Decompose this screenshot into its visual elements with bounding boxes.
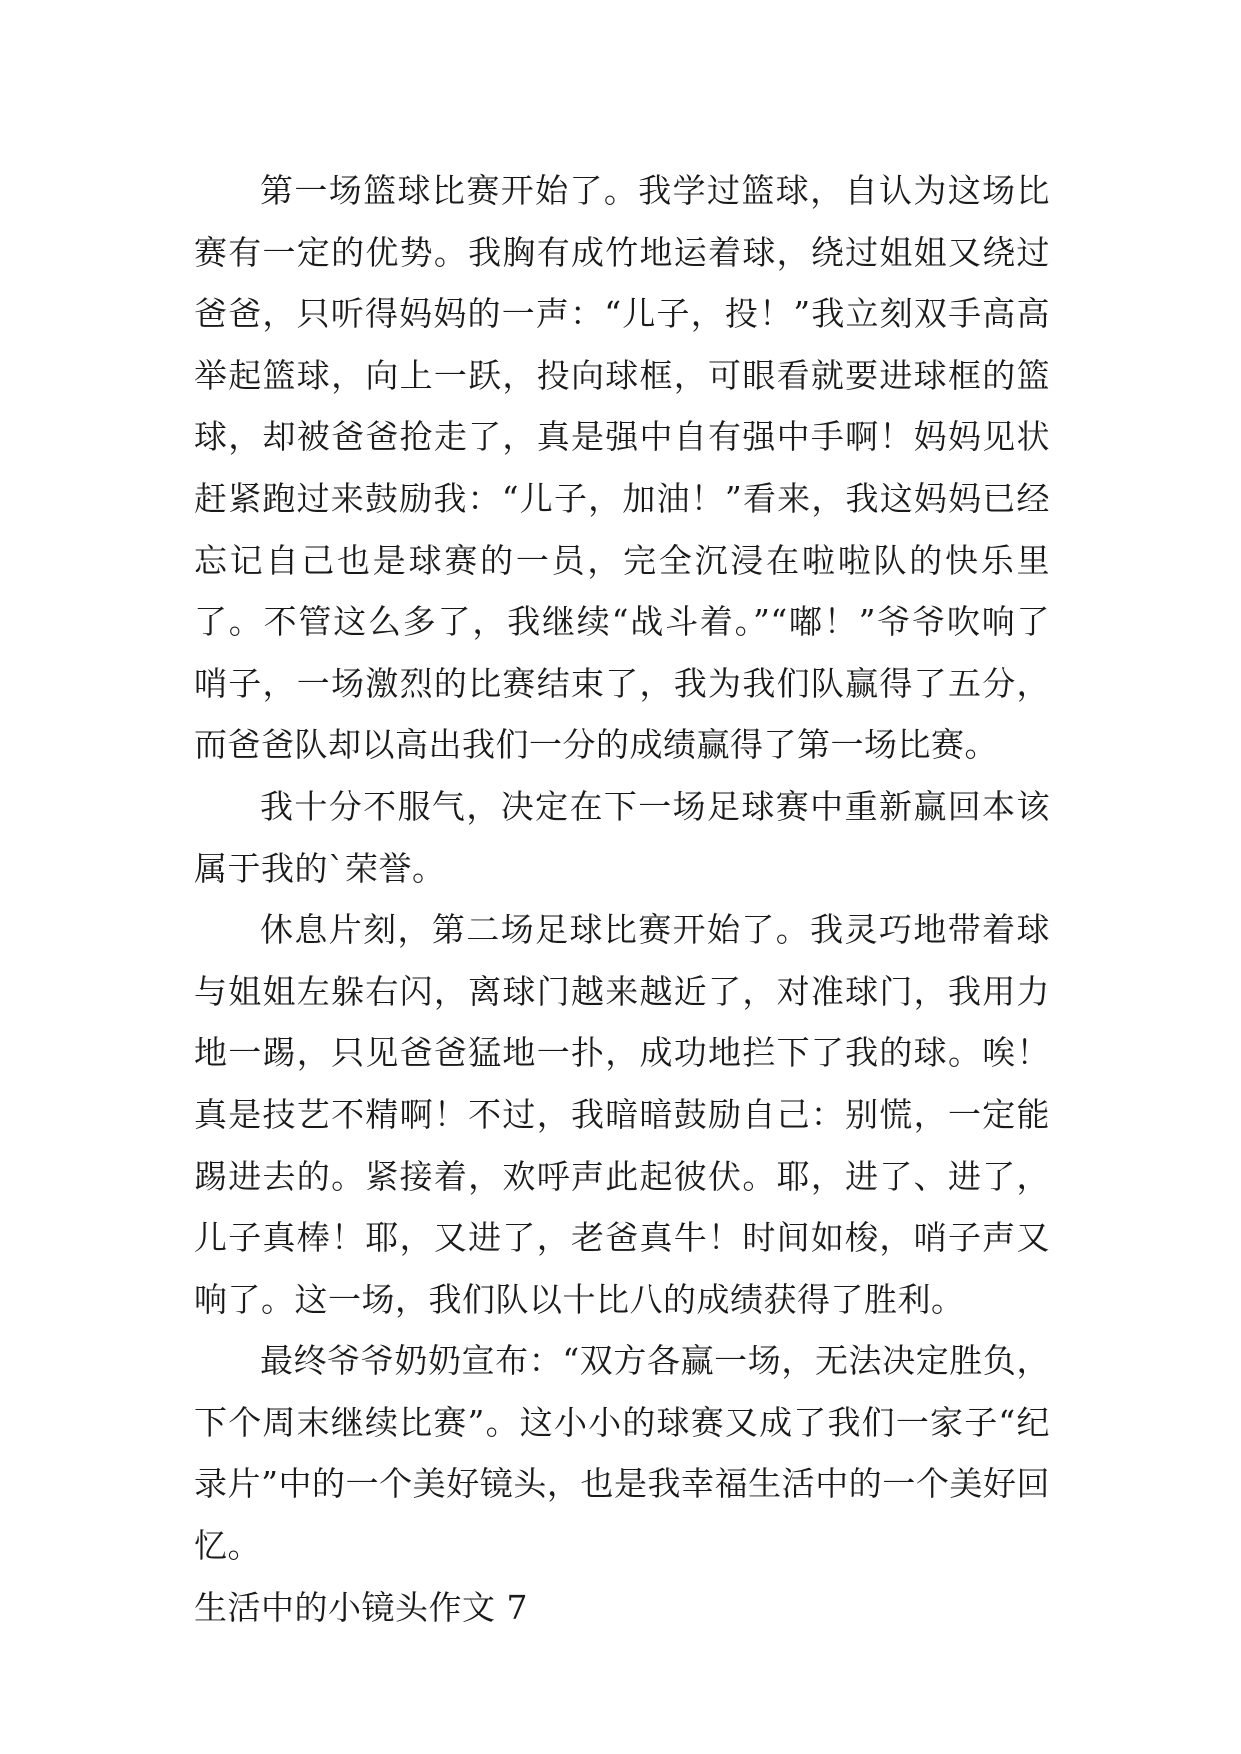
paragraph-basketball-game: 第一场篮球比赛开始了。我学过篮球，自认为这场比赛有一定的优势。我胸有成竹地运着球，绕过姐姐又绕过爸爸，只听得妈妈的一声：“儿子，投！”我立刻双手高高举起篮球，向上一跃，投向球框，可眼看就要进球框的篮球，却被爸爸抢走了，真是强中自有强中手啊！妈妈见状赶紧跑过来鼓励我：“儿子，加油！”看来，我这妈妈已经忘记自己也是球赛的一员，完全沉浸在啦啦队的快乐里了。不管这么多了，我继续“战斗着。”“嘟！”爷爷吹响了哨子，一场激烈的比赛结束了，我为我们队赢得了五分，而爸爸队却以高出我们一分的成绩赢得了第一场比赛。: [194, 171, 1050, 765]
paragraph-not-convinced: 我十分不服气，决定在下一场足球赛中重新赢回本该属于我的`荣誉。: [194, 786, 1050, 888]
section-heading: 生活中的小镜头作文 7: [194, 1587, 528, 1627]
paragraph-football-game: 休息片刻，第二场足球比赛开始了。我灵巧地带着球与姐姐左躲右闪，离球门越来越近了，对准球门，我用力地一踢，只见爸爸猛地一扑，成功地拦下了我的球。唉！真是技艺不精啊！不过，我暗暗鼓励自己：别慌，一定能踢进去的。紧接着，欢呼声此起彼伏。耶，进了、进了，儿子真棒！耶，又进了，老爸真牛！时间如梭，哨子声又响了。这一场，我们队以十比八的成绩获得了胜利。: [194, 910, 1050, 1319]
paragraph-conclusion: 最终爷爷奶奶宣布：“双方各赢一场，无法决定胜负，下个周末继续比赛”。这小小的球赛又成了我们一家子“纪录片”中的一个美好镜头，也是我幸福生活中的一个美好回忆。: [194, 1341, 1050, 1566]
document-body: [194, 160, 1050, 1638]
